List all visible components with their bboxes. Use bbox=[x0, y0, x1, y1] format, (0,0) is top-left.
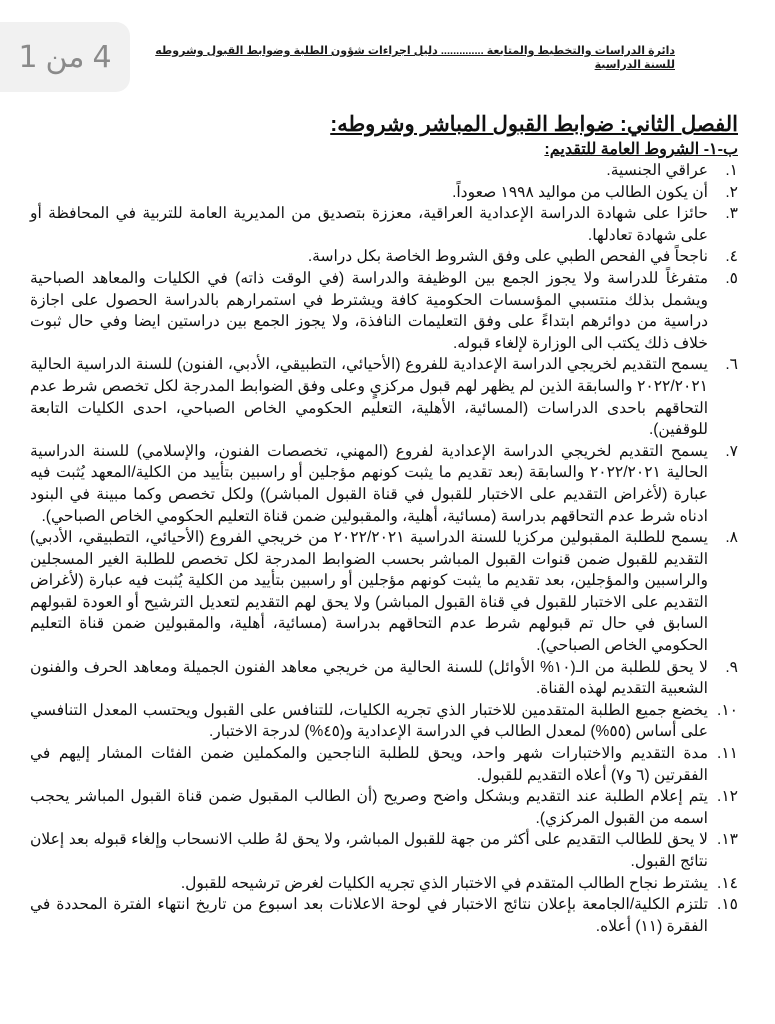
item-text: ناجحاً في الفحص الطبي على وفق الشروط الخاصة بكل دراسة. bbox=[307, 248, 708, 266]
list-item bbox=[30, 700, 742, 743]
item-text: يسمح التقديم لخريجي الدراسة الإعدادية لفروع (المهني، تخصصات الفنون، والإسلامي) للسنة الدراسية الحالية ٢٠٢٢/٢٠٢١ والسابقة (بعد تقديم ما يثبت كونهم مؤجلين أو راسبين بتأييد من الكلية/المعهد يُثبت فيه عبارة (لأغراض التقديم على الاختبار للقبول في قناة القبول المباشر)) ولكل تخصص وكما مبينة في البنود ادناه شرط عدم التحاقهم بدراسة (مسائية، أهلية، والمقبولين ضمن قناة التعليم الحكومي الخاص الصباحي). bbox=[30, 442, 708, 525]
chapter-title: الفصل الثاني: ضوابط القبول المباشر وشروطه: bbox=[330, 113, 738, 136]
document-header: دائرة الدراسات والتخطيط والمتابعة .............. دليل اجراءات شؤون الطلبة وضوابط القبول وشروطه للسنة الدراسية bbox=[155, 45, 675, 71]
item-text: حائزا على شهادة الدراسة الإعدادية العراقية، معززة بتصديق من المديرية العامة للتربية في المحافظة أو على شهادة تعادلها. bbox=[30, 205, 708, 244]
list-item bbox=[30, 246, 742, 268]
item-text: تلتزم الكلية/الجامعة بإعلان نتائج الاختبار في لوحة الاعلانات بعد اسبوع من تاريخ انتهاء الفترة المحددة في الفقرة (١١) أعلاه. bbox=[30, 896, 708, 935]
item-number: ٦. bbox=[725, 356, 738, 374]
item-text: يتم إعلام الطلبة عند التقديم وبشكل واضح وصريح (أن الطالب المقبول ضمن قناة القبول المباشر يحجب اسمه من القبول المركزي). bbox=[30, 788, 708, 827]
list-item bbox=[30, 657, 742, 700]
item-text: لا يحق للطلبة من الـ(١٠% الأوائل) للسنة الحالية من خريجي معاهد الفنون الجميلة ومعاهد الحرف والفنون الشعبية التقديم لهذه القناة. bbox=[30, 658, 708, 698]
item-number: ١٥. bbox=[717, 896, 738, 914]
page-counter-badge bbox=[0, 22, 130, 92]
item-text: يخضع جميع الطلبة المتقدمين للاختبار الذي تجريه الكليات، للتنافس على القبول ويحتسب المعدل التنافسي على أساس (٥٥%) لمعدل الطالب في الدراسة الإعدادية و(٤٥%) لدرجة الاختبار. bbox=[30, 701, 708, 741]
list-item bbox=[30, 354, 742, 440]
item-text: يسمح التقديم لخريجي الدراسة الإعدادية للفروع (الأحيائي، التطبيقي، الأدبي، الفنون) للسنة الدراسية الحالية ٢٠٢٢/٢٠٢١ والسابقة الذين لم يظهر لهم قبول مركزيٍ وعلى وفق الضوابط المدرجة لكل تخصص شرط عدم التحاقهم باحدى الدراسات (المسائية، الأهلية، التعليم الحكومي الخاص الصباحي، احدى الكليات التابعة للوقفين). bbox=[30, 356, 708, 439]
list-item bbox=[30, 441, 742, 527]
item-text: يشترط نجاح الطالب المتقدم في الاختبار الذي تجريه الكليات لغرض ترشيحه للقبول. bbox=[180, 874, 708, 892]
item-number: ١١. bbox=[717, 745, 738, 763]
list-item bbox=[30, 203, 742, 246]
item-text: أن يكون الطالب من مواليد ١٩٩٨ صعوداً. bbox=[452, 183, 708, 201]
item-number: ١٠. bbox=[717, 701, 738, 719]
page-separator: من bbox=[45, 39, 85, 75]
page-current: 1 bbox=[18, 39, 38, 75]
item-number: ١. bbox=[725, 162, 738, 179]
item-text: مدة التقديم والاختبارات شهر واحد، ويحق للطلبة الناجحين والمكملين ضمن الفئات المشار إليهم في الفقرتين (٦ و٧) أعلاه التقديم للقبول. bbox=[30, 745, 708, 784]
item-number: ٧. bbox=[725, 442, 738, 460]
list-item bbox=[30, 743, 742, 786]
item-number: ٨. bbox=[725, 529, 738, 547]
item-number: ٣. bbox=[725, 205, 738, 223]
item-number: ٩. bbox=[725, 658, 738, 676]
item-text: يسمح للطلبة المقبولين مركزيا للسنة الدراسية ٢٠٢٢/٢٠٢١ من خريجي الفروع (الأحيائي، التطبيقي، الأدبي) التقديم للقبول ضمن قنوات القبول المباشر بحسب الضوابط المدرجة لكل تخصص للطلبة الغير المسجلين والراسبين والمؤجلين، بعد تقديم ما يثبت كونهم مؤجلين أو راسبين بتأييد من الكلية يُثبت فيه عبارة (لأغراض التقديم على الاختبار للقبول في قناة القبول المباشر) ولا يحق لهم التقديم لتعديل الترشيح أو العودة لقبولهم السابق في حال تم قبولهم شرط عدم التحاقهم بدراسة (مسائية، أهلية، والمقبولين ضمن قناة التعليم الحكومي الخاص الصباحي). bbox=[30, 529, 708, 655]
item-number: ٤. bbox=[725, 248, 738, 266]
document-body bbox=[30, 112, 742, 937]
list-item bbox=[30, 268, 742, 354]
item-text: عراقي الجنسية. bbox=[606, 162, 708, 179]
list-item bbox=[30, 894, 742, 937]
page-total: 4 bbox=[92, 39, 112, 75]
list-item bbox=[30, 829, 742, 872]
list-item bbox=[30, 527, 742, 657]
item-text: متفرغاً للدراسة ولا يجوز الجمع بين الوظيفة والدراسة (في الوقت ذاته) في الكليات والمعاهد الصباحية ويشمل بذلك منتسبي المؤسسات الحكومية كافة ويشترط في استمرارهم بالدراسة الحصول على اجازة دراسية من دوائرهم ابتداءً على وفق التعليمات النافذة، ولا يجوز الجمع بين دراستين ايضا وفي حال ثبوت خلاف ذلك يكتب الى الوزارة لإلغاء قبوله. bbox=[30, 269, 708, 352]
item-number: ١٢. bbox=[717, 788, 738, 806]
item-number: ٢. bbox=[725, 183, 738, 201]
item-number: ٥. bbox=[725, 269, 738, 287]
section-title: ب-١- الشروط العامة للتقديم: bbox=[544, 141, 738, 158]
list-item bbox=[30, 873, 742, 895]
item-number: ١٣. bbox=[717, 831, 738, 849]
list-item bbox=[30, 182, 742, 204]
conditions-list bbox=[30, 160, 742, 937]
list-item bbox=[30, 160, 742, 182]
item-text: لا يحق للطالب التقديم على أكثر من جهة للقبول المباشر، ولا يحق لهُ طلب الانسحاب وإلغاء قبوله بعد إعلان نتائج القبول. bbox=[30, 831, 708, 870]
item-number: ١٤. bbox=[717, 874, 738, 892]
list-item bbox=[30, 786, 742, 829]
